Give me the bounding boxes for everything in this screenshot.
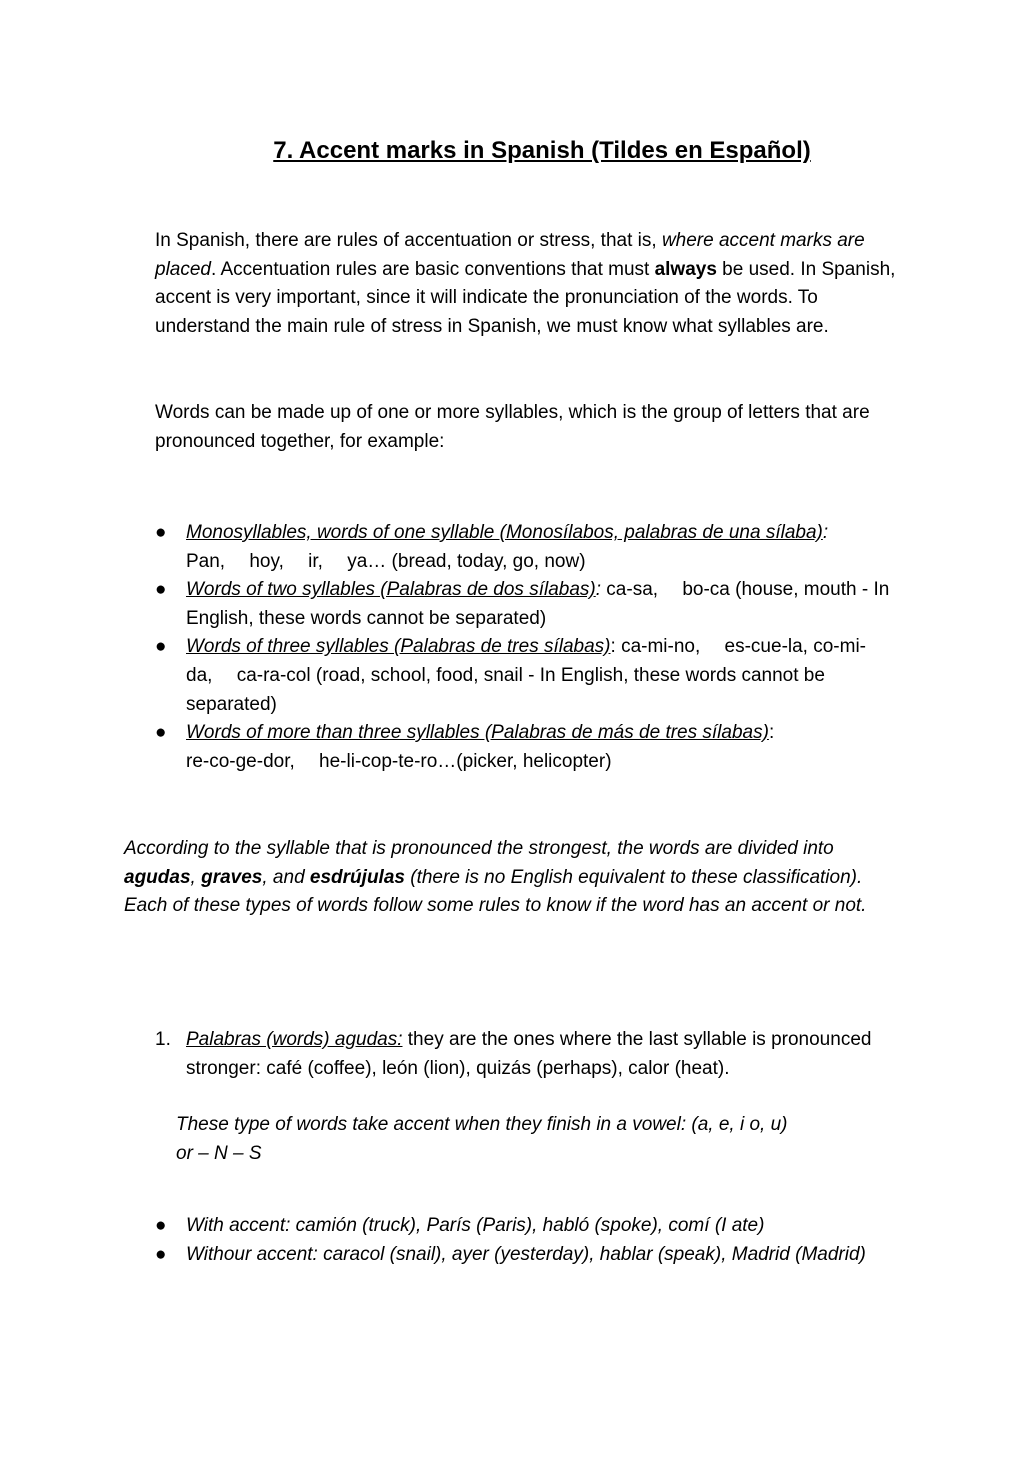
term-agudas: agudas <box>124 866 191 888</box>
syllable-examples: Pan, hoy, ir, ya… (bread, today, go, now) <box>186 550 586 572</box>
syllable-label: Monosyllables, words of one syllable (Monosílabos, palabras de una sílaba) <box>186 522 823 543</box>
bullet-icon: ● <box>155 1243 167 1265</box>
intro-text-3: . Accentuation rules are basic conventions that must <box>211 258 655 280</box>
intro-paragraph <box>155 227 900 341</box>
list-item <box>155 519 900 576</box>
term-esdrujulas: esdrújulas <box>309 866 405 888</box>
page-title: 7. Accent marks in Spanish (Tildes en Español) <box>273 137 811 164</box>
list-item <box>155 576 900 633</box>
classify-text-3: , and <box>262 866 310 888</box>
agudas-label: Palabras (words) agudas: <box>186 1029 403 1050</box>
agudas-rule-line-1: These type of words take accent when they finish in a vowel: (a, e, i o, u) <box>176 1114 788 1135</box>
syllable-sep: : <box>822 522 829 543</box>
syllable-list <box>155 519 900 776</box>
syllable-examples: re-co-ge-dor, he-li-cop-te-ro…(picker, helicopter) <box>186 750 612 772</box>
bullet-icon: ● <box>155 522 167 543</box>
syllable-examples: ca-mi-no, es-cue-la, co-mi-da, ca-ra-col (road, school, food, snail - In English, these words cannot be separated) <box>186 636 867 715</box>
classification-paragraph <box>124 835 899 921</box>
bullet-icon: ● <box>155 579 167 601</box>
term-graves: graves <box>201 866 263 888</box>
list-item <box>155 1241 900 1270</box>
list-item <box>155 1212 900 1241</box>
list-number: 1. <box>155 1029 171 1050</box>
list-item <box>155 633 900 719</box>
intro-bold: always <box>654 258 717 280</box>
words-intro-paragraph: Words can be made up of one or more syllables, which is the group of letters that are pronounced together, for example: <box>155 402 870 452</box>
agudas-text: they are the ones where the last syllable is pronounced stronger: café (coffee), león (lion), quizás (perhaps), calor (heat). <box>186 1029 872 1079</box>
bullet-icon: ● <box>155 1215 167 1236</box>
intro-text-5: be used. In Spanish, accent is very important, since it will indicate the pronunciation of the words. To understand the main rule of stress in Spanish, we must know what syllables are. <box>155 258 896 337</box>
numbered-list <box>155 1026 900 1083</box>
agudas-rule <box>176 1111 876 1168</box>
list-item <box>155 719 900 776</box>
bullet-icon: ● <box>155 636 167 658</box>
classify-text-1: According to the syllable that is pronounced the strongest, the words are divided into <box>124 838 834 859</box>
syllable-label: Words of more than three syllables (Palabras de más de tres sílabas) <box>186 722 769 744</box>
syllable-sep: : <box>768 722 775 744</box>
classify-text-4: (there is no English equivalent to these classification). Each of these types of words follow some rules to know if the word has an accent or not. <box>124 866 867 917</box>
agudas-examples-list <box>155 1212 900 1269</box>
bullet-icon: ● <box>155 722 167 744</box>
classify-text-2: , <box>190 866 202 888</box>
syllable-sep: : <box>595 579 602 601</box>
agudas-example: Withour accent: caracol (snail), ayer (yesterday), hablar (speak), Madrid (Madrid) <box>186 1243 866 1265</box>
agudas-rule-line-2: or – N – S <box>176 1142 262 1164</box>
agudas-example: With accent: camión (truck), París (Paris), habló (spoke), comí (I ate) <box>186 1215 765 1236</box>
intro-text-1: In Spanish, there are rules of accentuation or stress, that is, <box>155 230 662 251</box>
syllable-examples: ca-sa, bo-ca (house, mouth - In English, these words cannot be separated) <box>186 579 890 629</box>
syllable-label: Words of three syllables (Palabras de tres sílabas) <box>186 636 611 658</box>
intro-italic: where accent marks are placed <box>155 230 865 280</box>
list-item <box>155 1026 900 1083</box>
syllable-label: Words of two syllables (Palabras de dos sílabas) <box>186 579 596 601</box>
syllable-sep: : <box>610 636 616 658</box>
